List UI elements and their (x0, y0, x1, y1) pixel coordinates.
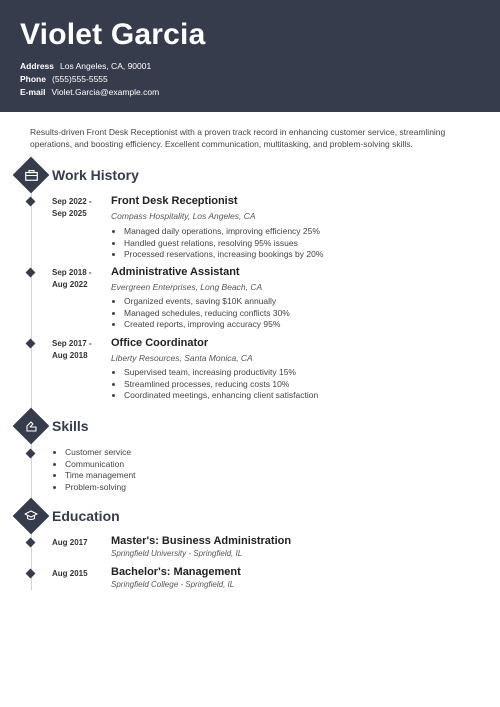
education-date: Aug 2017 (52, 538, 88, 547)
job-date-end: Sep 2025 (52, 209, 87, 218)
job-date-start: Sep 2018 - (52, 268, 92, 277)
job-bullets (111, 367, 318, 402)
education-degree: Master's: Business Administration (111, 535, 292, 547)
skill-item: • Time management (65, 470, 136, 482)
section-title-education: Education (52, 508, 120, 524)
job-date-start: Sep 2017 - (52, 339, 92, 348)
resume-header (0, 0, 500, 112)
contact-label: Address (20, 61, 55, 71)
education-school: Springfield College - Springfield, IL (111, 580, 235, 589)
education-school: Springfield University - Springfield, IL (111, 549, 243, 558)
job-bullet: • Supervised team, increasing productivity 15% (124, 367, 318, 379)
job-title: Administrative Assistant (111, 266, 240, 278)
section-title-work-history: Work History (52, 167, 139, 183)
skill-item: • Problem-solving (65, 482, 136, 494)
graduation-cap-icon (18, 503, 44, 529)
job-bullet: • Handled guest relations, resolving 95% issues (124, 238, 323, 250)
contact-phone (20, 74, 108, 84)
job-bullet: • Streamlined processes, reducing costs 10% (124, 379, 318, 391)
candidate-name: Violet Garcia (20, 18, 206, 51)
skills-icon (18, 413, 44, 439)
contact-value: (555)555-5555 (51, 74, 108, 84)
contact-address (20, 61, 151, 71)
job-dates (52, 196, 108, 220)
contact-email (20, 87, 159, 97)
contact-value: Violet.Garcia@example.com (51, 87, 160, 97)
job-bullet: • Managed schedules, reducing conflicts 30% (124, 308, 290, 320)
skill-item: • Customer service (65, 447, 136, 459)
job-bullets (111, 296, 290, 331)
job-date-start: Sep 2022 - (52, 197, 92, 206)
job-bullet: • Processed reservations, increasing bookings by 20% (124, 249, 323, 261)
contact-label: E-mail (20, 87, 46, 97)
contact-value: Los Angeles, CA, 90001 (60, 61, 152, 71)
education-degree: Bachelor's: Management (111, 566, 241, 578)
timeline-marker (26, 197, 36, 207)
job-dates (52, 267, 108, 291)
job-bullet: • Managed daily operations, improving efficiency 25% (124, 226, 323, 238)
education-date: Aug 2015 (52, 569, 88, 578)
job-bullet: • Coordinated meetings, enhancing client satisfaction (124, 390, 318, 402)
job-company: Compass Hospitality, Los Angeles, CA (111, 211, 256, 221)
job-company: Liberty Resources, Santa Monica, CA (111, 353, 253, 363)
timeline-marker (26, 449, 36, 459)
job-title: Office Coordinator (111, 337, 209, 349)
section-title-skills: Skills (52, 418, 89, 434)
skills-list (52, 447, 136, 493)
professional-summary: Results-driven Front Desk Receptionist with a proven track record in enhancing customer service, streamlining operations, and boosting efficiency. Excellent communication, multitasking, and problem-solving skills. (30, 127, 446, 149)
skill-item: • Communication (65, 459, 136, 471)
job-date-end: Aug 2022 (52, 280, 88, 289)
timeline-marker (26, 268, 36, 278)
briefcase-icon (18, 162, 44, 188)
job-company: Evergreen Enterprises, Long Beach, CA (111, 282, 263, 292)
job-dates (52, 338, 108, 362)
job-title: Front Desk Receptionist (111, 195, 238, 207)
job-date-end: Aug 2018 (52, 351, 88, 360)
job-bullet: • Created reports, improving accuracy 95% (124, 319, 290, 331)
timeline-marker (26, 569, 36, 579)
contact-label: Phone (20, 74, 46, 84)
job-bullets (111, 226, 323, 261)
timeline-marker (26, 339, 36, 349)
job-bullet: • Organized events, saving $10K annually (124, 296, 290, 308)
timeline-marker (26, 538, 36, 548)
